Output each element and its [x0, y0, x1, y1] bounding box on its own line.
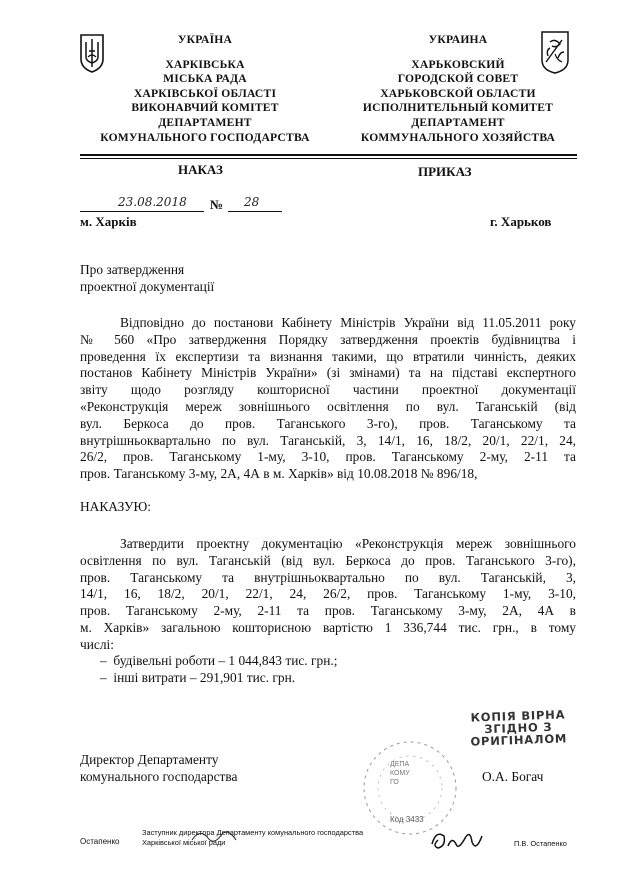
cost-list: [100, 653, 337, 687]
preamble-line: постанов Кабінету Міністрів України» (зі змінами) та на підставі експертного: [80, 365, 576, 381]
left-header-line: ХАРКІВСЬКА: [165, 57, 245, 71]
copy-stamp-line: ОРИГІНАЛОМ: [470, 731, 568, 749]
preamble-line: вул. Беркоса до пров. Таганського 3-го), пров. Таганському та: [80, 415, 576, 431]
order-word: НАКАЗУЮ:: [80, 499, 151, 514]
left-header-line: МІСЬКА РАДА: [163, 72, 247, 86]
order-line: Затвердити проектну документацію «Реконструкція мереж зовнішнього: [120, 536, 576, 551]
order-line: 14/1, 16, 18/2, 20/1, 22/1, 24, 26/2, пров. Таганському 1-му, 3-10,: [80, 586, 576, 602]
preamble-line: Відповідно до постанови Кабінету Міністрів України від 11.05.2011 року: [120, 315, 576, 330]
bullet-dash: –: [100, 653, 107, 668]
date-underline: [80, 211, 204, 212]
right-header-line: КОММУНАЛЬНОГО ХОЗЯЙСТВА: [360, 130, 556, 144]
header-divider: [80, 154, 577, 159]
number-value: 28: [244, 195, 260, 209]
city-ua: м. Харків: [80, 214, 137, 229]
city-ru: г. Харьков: [490, 214, 552, 229]
signatory-line: Директор Департаменту: [80, 752, 219, 767]
left-country: УКРАЇНА: [177, 33, 233, 46]
footer-position: [142, 828, 363, 848]
number-underline: [228, 211, 282, 212]
signatory-title: [80, 752, 237, 786]
right-header-line: ХАРЬКОВСКОЙ ОБЛАСТИ: [380, 86, 536, 100]
preamble-line: проведення їх експертизи та визнання такими, що втратили чинність, деяких: [80, 348, 576, 364]
preamble-line: пров. Таганському 3-му, 2А, 4А в м. Харків» від 10.08.2018 № 896/18,: [80, 466, 478, 482]
preamble-line: «Реконструкція мереж зовнішнього освітлення по вул. Таганській (від: [80, 398, 576, 414]
order-line: м. Харків» загальною кошторисною вартістю 1 336,744 тис. грн., в тому: [80, 619, 576, 635]
signatory-name: О.А. Богач: [482, 769, 544, 784]
subject-line: Про затвердження: [80, 262, 185, 277]
order-line: числі:: [80, 636, 114, 652]
copy-stamp-line: ЗГІДНО З: [484, 719, 553, 737]
footer-signature-icon: [190, 826, 240, 850]
preamble-paragraph: [80, 315, 576, 483]
seal-line: ГО: [390, 779, 399, 786]
footer-position-line: Заступник директора Департаменту комунального господарства: [142, 828, 364, 837]
footer-left-name: Остапенко: [80, 837, 120, 846]
footer-right-name: П.В. Остапенко: [514, 839, 567, 848]
order-line: освітлення по вул. Таганській (від вул. Беркоса до пров. Таганського 3-го),: [80, 552, 576, 568]
right-header-line: ДЕПАРТАМЕНТ: [411, 115, 505, 129]
order-line: пров. Таганському 2-му, 2-11 та пров. Таганському 3-му, 2А, 4А в: [80, 603, 576, 619]
seal-text: [390, 760, 410, 787]
preamble-line: звіту щодо розгляду кошторисної частини проектної документації: [80, 382, 576, 398]
left-header-line: ВИКОНАВЧИЙ КОМІТЕТ: [131, 101, 279, 115]
list-item-text: будівельні роботи – 1 044,843 тис. грн.;: [113, 653, 338, 668]
subject-line: проектної документації: [80, 278, 215, 294]
left-header-line: КОМУНАЛЬНОГО ГОСПОДАРСТВА: [100, 130, 310, 144]
seal-line: КОМУ: [390, 770, 410, 777]
bullet-dash: –: [100, 669, 107, 685]
doc-type-ua: НАКАЗ: [178, 162, 223, 177]
preamble-line: внутрішньоквартально по вул. Таганській, 3, 14/1, 16, 18/2, 20/1, 22/1, 24,: [80, 432, 576, 448]
subject: [80, 262, 214, 296]
right-country: УКРАИНА: [428, 33, 488, 46]
left-header: [90, 33, 320, 145]
order-line: пров. Таганському та внутрішньоквартально по вул. Таганській, 3,: [80, 569, 576, 585]
right-header: [343, 33, 573, 145]
list-item: [100, 653, 337, 670]
right-header-line: ИСПОЛНИТЕЛЬНЫЙ КОМИТЕТ: [362, 101, 554, 115]
list-item: [100, 670, 337, 687]
seal-line: ДЕПА: [390, 761, 410, 768]
right-header-line: ХАРЬКОВСКИЙ: [411, 57, 505, 71]
preamble-line: 26/2, пров. Таганському 1-му, 3-10, пров. Таганському 2-му, 2-11 та: [80, 449, 576, 465]
preamble-line: № 560 «Про затвердження Порядку затвердження проектів будівництва і: [80, 331, 576, 347]
order-paragraph: [80, 536, 576, 654]
right-header-line: ГОРОДСКОЙ СОВЕТ: [397, 72, 519, 86]
signatory-line: комунального господарства: [80, 768, 238, 784]
footer-position-line: Харківської міської ради: [142, 838, 226, 847]
copy-stamp-line: КОПІЯ ВІРНА: [470, 707, 566, 725]
list-item-text: інші витрати – 291,901 тис. грн.: [113, 669, 296, 685]
doc-type-ru: ПРИКАЗ: [418, 164, 472, 179]
seal-code: Код 3433: [390, 815, 424, 824]
left-header-line: ДЕПАРТАМЕНТ: [158, 115, 252, 129]
left-header-line: ХАРКІВСЬКОЇ ОБЛАСТІ: [133, 86, 277, 100]
handwritten-signature-icon: [428, 822, 484, 858]
date-value: 23.08.2018: [118, 195, 187, 209]
number-sign: №: [210, 197, 224, 212]
copy-stamp: [469, 708, 567, 747]
